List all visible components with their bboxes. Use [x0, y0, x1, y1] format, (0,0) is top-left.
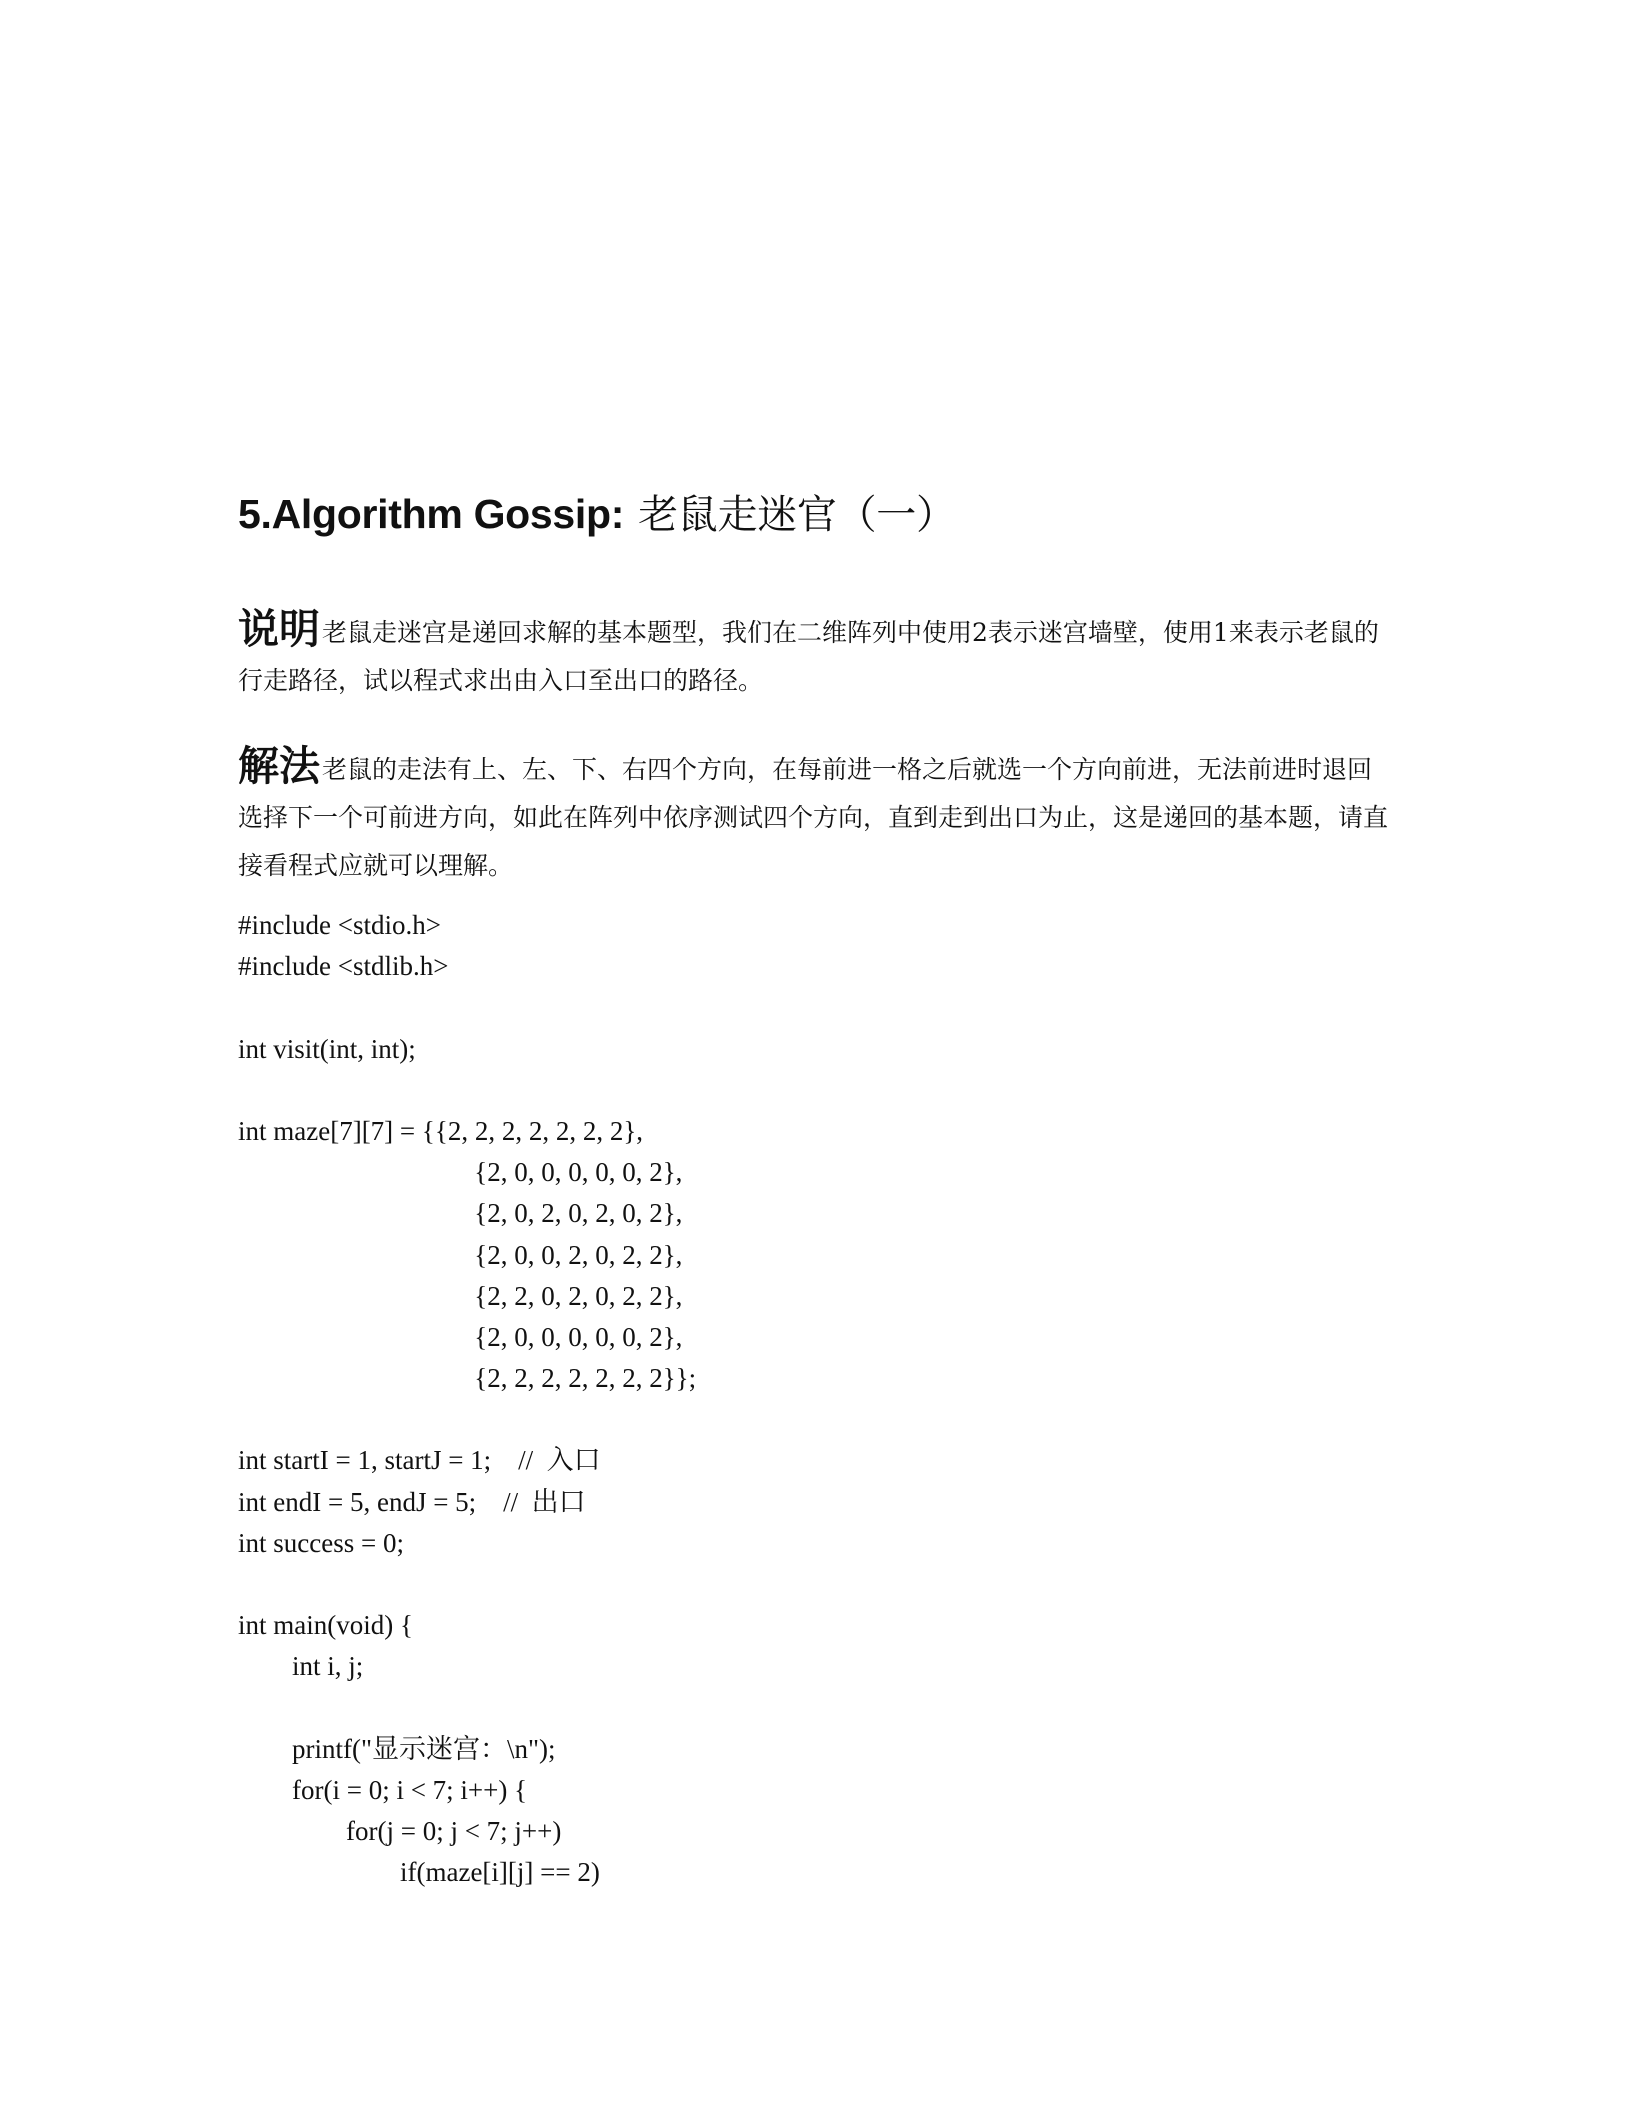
page-title [238, 486, 956, 543]
solution-text: 老鼠的走法有上、左、下、右四个方向，在每前进一格之后就选一个方向前进，无法前进时退回选择下一个可前进方向，如此在阵列中依序测试四个方向，直到走到出口为止，这是递回的基本题，请直接看程式应就可以理解。 [238, 755, 1389, 880]
code-line [238, 1399, 1388, 1440]
code-line: {2, 0, 0, 2, 0, 2, 2}, [238, 1239, 683, 1270]
code-line: int i, j; [238, 1651, 364, 1682]
solution-label: 解法 [238, 742, 320, 790]
code-line: #include <stdlib.h> [238, 951, 449, 982]
code-line: {2, 2, 0, 2, 0, 2, 2}, [238, 1280, 683, 1311]
explanation-section [238, 605, 1388, 705]
explanation-label: 说明 [238, 605, 320, 653]
code-line: for(i = 0; i < 7; i++) { [238, 1774, 528, 1805]
code-line [238, 987, 1388, 1028]
title-english: 5.Algorithm Gossip: [238, 491, 625, 537]
code-line: int startI = 1, startJ = 1; // 入口 [238, 1445, 601, 1476]
code-line [238, 1688, 1388, 1729]
code-line: {2, 0, 0, 0, 0, 0, 2}, [238, 1157, 683, 1188]
code-line: int visit(int, int); [238, 1033, 416, 1064]
code-line: {2, 0, 2, 0, 2, 0, 2}, [238, 1198, 683, 1229]
code-line [238, 1070, 1388, 1111]
explanation-text: 老鼠走迷宫是递回求解的基本题型，我们在二维阵列中使用2表示迷宫墙壁，使用1来表示老鼠的行走路径，试以程式求出由入口至出口的路径。 [238, 618, 1379, 695]
code-block [238, 905, 1388, 1894]
code-line: if(maze[i][j] == 2) [238, 1857, 600, 1888]
solution-section [238, 742, 1388, 890]
code-line: for(j = 0; j < 7; j++) [238, 1816, 562, 1847]
code-line: int main(void) { [238, 1610, 413, 1641]
code-line: #include <stdio.h> [238, 910, 441, 940]
code-line: int endI = 5, endJ = 5; // 出口 [238, 1486, 586, 1517]
code-line: {2, 2, 2, 2, 2, 2, 2}}; [238, 1363, 697, 1394]
title-chinese: 老鼠走迷官（一） [638, 492, 956, 538]
code-line [238, 1564, 1388, 1605]
code-line: {2, 0, 0, 0, 0, 0, 2}, [238, 1321, 683, 1352]
code-line: int maze[7][7] = {{2, 2, 2, 2, 2, 2, 2}, [238, 1115, 644, 1146]
code-line: int success = 0; [238, 1527, 404, 1558]
code-line: printf("显示迷宫：\n"); [238, 1733, 556, 1764]
